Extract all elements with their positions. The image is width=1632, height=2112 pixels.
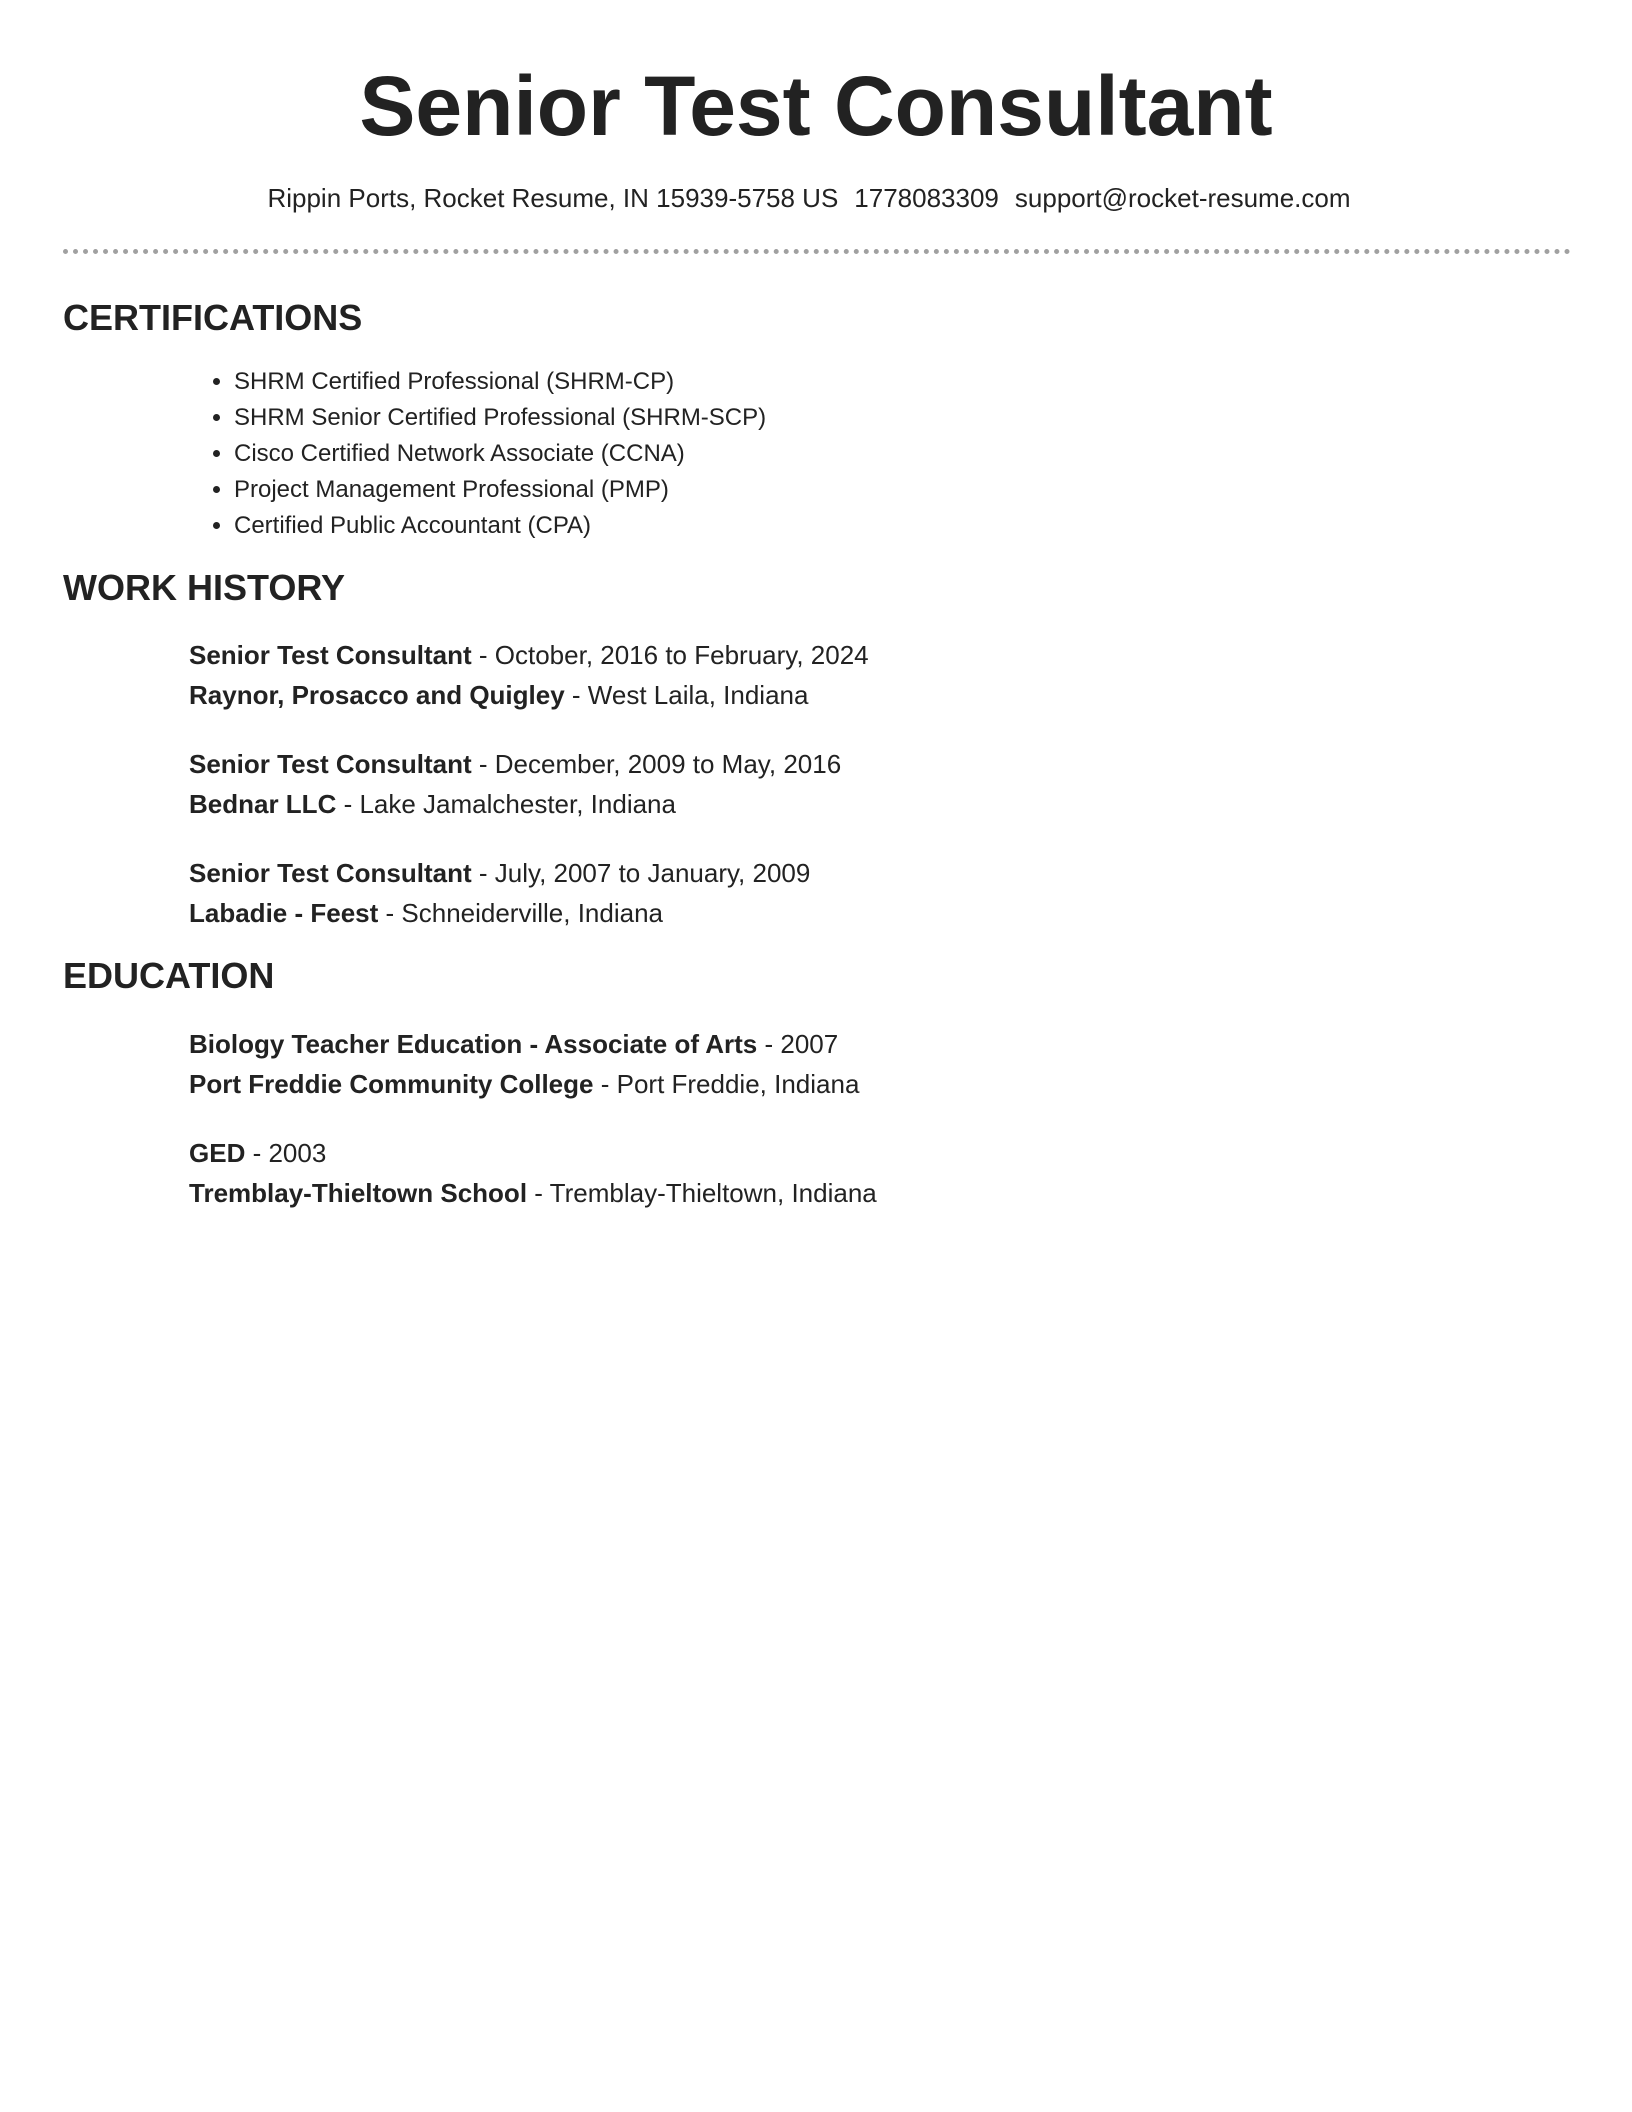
education-degree-line	[189, 1024, 859, 1064]
job-role: Senior Test Consultant	[189, 858, 472, 888]
contact-address: Rippin Ports, Rocket Resume, IN 15939-5758 US	[267, 183, 839, 213]
job-entry	[189, 635, 869, 715]
job-title-line	[189, 853, 810, 893]
job-dates: - December, 2009 to May, 2016	[471, 749, 842, 779]
job-role: Senior Test Consultant	[189, 640, 472, 670]
resume-name-title: Senior Test Consultant	[359, 59, 1273, 153]
job-dates: - July, 2007 to January, 2009	[471, 858, 811, 888]
work-history-heading: WORK HISTORY	[63, 567, 346, 608]
job-dates: - October, 2016 to February, 2024	[471, 640, 869, 670]
certification-item: • SHRM Senior Certified Professional (SHRM-SCP)	[234, 400, 766, 436]
education-degree: GED	[189, 1138, 246, 1168]
certifications-heading: CERTIFICATIONS	[63, 297, 363, 338]
job-company-line	[189, 893, 810, 933]
education-degree: Biology Teacher Education - Associate of Arts	[189, 1029, 758, 1059]
education-school-line	[189, 1064, 859, 1104]
job-company: Labadie - Feest	[189, 898, 379, 928]
education-school: Port Freddie Community College	[189, 1069, 594, 1099]
job-entry	[189, 853, 810, 933]
job-company-line	[189, 784, 841, 824]
job-title-line	[189, 635, 869, 675]
job-company-line	[189, 675, 869, 715]
certification-item: • Certified Public Accountant (CPA)	[234, 508, 766, 544]
education-entry	[189, 1024, 859, 1104]
contact-email: support@rocket-resume.com	[1014, 183, 1351, 213]
education-year: - 2007	[757, 1029, 839, 1059]
job-location: - Schneiderville, Indiana	[378, 898, 663, 928]
job-location: - Lake Jamalchester, Indiana	[336, 789, 676, 819]
job-role: Senior Test Consultant	[189, 749, 472, 779]
certification-item: • Project Management Professional (PMP)	[234, 472, 766, 508]
contact-line	[0, 181, 1618, 215]
certification-item: • Cisco Certified Network Associate (CCNA)	[234, 436, 766, 472]
education-school-line	[189, 1173, 877, 1213]
contact-phone: 1778083309	[854, 183, 999, 213]
education-heading: EDUCATION	[63, 955, 275, 996]
job-location: - West Laila, Indiana	[564, 680, 809, 710]
job-entry	[189, 744, 841, 824]
education-degree-line	[189, 1133, 877, 1173]
education-year: - 2003	[245, 1138, 327, 1168]
header-divider	[63, 249, 1571, 254]
job-company: Bednar LLC	[189, 789, 337, 819]
education-location: - Tremblay-Thieltown, Indiana	[527, 1178, 877, 1208]
job-company: Raynor, Prosacco and Quigley	[189, 680, 565, 710]
certifications-list	[190, 364, 766, 544]
education-school: Tremblay-Thieltown School	[189, 1178, 528, 1208]
job-title-line	[189, 744, 841, 784]
certification-item: • SHRM Certified Professional (SHRM-CP)	[234, 364, 766, 400]
education-location: - Port Freddie, Indiana	[593, 1069, 860, 1099]
education-entry	[189, 1133, 877, 1213]
